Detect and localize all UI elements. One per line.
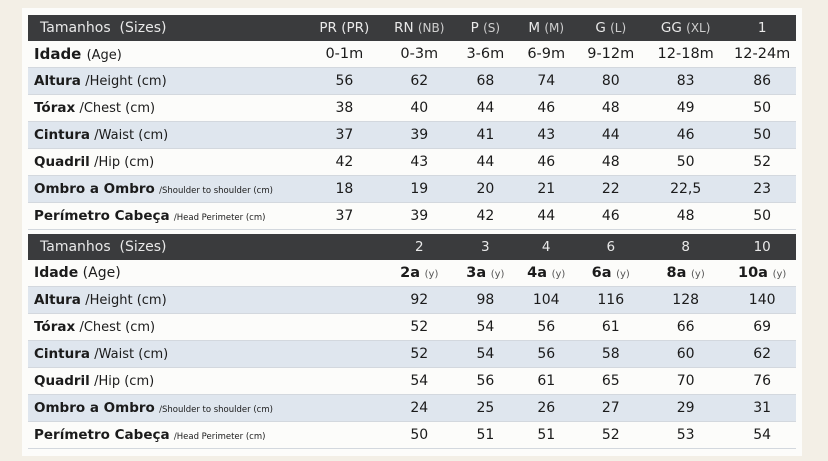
age-row [28, 41, 796, 68]
value-cell: 25 [457, 395, 514, 422]
label-pt: Quadril [34, 373, 90, 389]
value-cell: 56 [457, 368, 514, 395]
size-header: 10 [728, 234, 796, 260]
value-cell: 19 [382, 176, 457, 203]
value-cell: 50 [728, 203, 796, 230]
label-pt: Ombro a Ombro [34, 181, 155, 197]
label-en: /Waist (cm) [94, 347, 169, 362]
label-pt: Idade [34, 45, 82, 63]
label-en: /Hip (cm) [94, 374, 155, 389]
label-en: /Height (cm) [85, 293, 167, 308]
age-cell: 12-24m [728, 41, 796, 68]
age-cell: 6-9m [514, 41, 579, 68]
label-pt: Perímetro Cabeça [34, 208, 170, 224]
value-cell: 62 [728, 341, 796, 368]
age-number: 6a [591, 265, 612, 281]
value-cell: 49 [643, 95, 728, 122]
table-row [28, 203, 796, 230]
value-cell: 24 [382, 395, 457, 422]
value-cell: 61 [514, 368, 579, 395]
value-cell: 51 [514, 422, 579, 449]
size-code: G [595, 20, 606, 36]
value-cell: 68 [457, 68, 514, 95]
size-code: P [470, 20, 479, 36]
size-code: M [528, 20, 541, 36]
value-cell: 51 [457, 422, 514, 449]
value-cell: 60 [643, 341, 728, 368]
value-cell: 39 [382, 122, 457, 149]
value-cell: 54 [728, 422, 796, 449]
age-cell [382, 260, 457, 287]
value-cell: 50 [728, 122, 796, 149]
age-number: 10a [738, 265, 768, 281]
value-cell: 62 [382, 68, 457, 95]
row-label [28, 314, 382, 341]
age-number: 8a [666, 265, 687, 281]
label-en: /Shoulder to shoulder (cm) [159, 186, 273, 196]
age-unit: (y) [616, 269, 630, 280]
row-label [28, 341, 382, 368]
label-en: /Head Perimeter (cm) [173, 213, 266, 223]
value-cell: 80 [578, 68, 643, 95]
size-header [578, 15, 643, 41]
table-row [28, 176, 796, 203]
value-cell: 37 [307, 203, 382, 230]
table-row [28, 368, 796, 395]
size-code: 1 [757, 20, 767, 36]
value-cell: 38 [307, 95, 382, 122]
table-row [28, 287, 796, 314]
age-cell [578, 260, 643, 287]
label-pt: Perímetro Cabeça [34, 427, 170, 443]
value-cell: 48 [578, 149, 643, 176]
value-cell: 22,5 [643, 176, 728, 203]
row-label [28, 203, 307, 230]
age-cell [728, 260, 796, 287]
value-cell: 29 [643, 395, 728, 422]
value-cell: 50 [382, 422, 457, 449]
table-row [28, 68, 796, 95]
size-header [457, 15, 514, 41]
value-cell: 52 [728, 149, 796, 176]
label-pt: Tórax [34, 100, 76, 116]
value-cell: 52 [382, 341, 457, 368]
value-cell: 18 [307, 176, 382, 203]
label-pt: Idade [34, 265, 79, 281]
row-label [28, 149, 307, 176]
age-cell: 0-3m [382, 41, 457, 68]
size-table-kids [28, 234, 796, 449]
value-cell: 92 [382, 287, 457, 314]
header-label-pt: Tamanhos [40, 239, 111, 255]
size-header: 2 [382, 234, 457, 260]
size-table-babies [28, 15, 796, 230]
value-cell: 20 [457, 176, 514, 203]
header-label [28, 234, 382, 260]
age-number: 4a [527, 265, 547, 281]
age-cell: 3-6m [457, 41, 514, 68]
value-cell: 56 [307, 68, 382, 95]
size-header: 6 [578, 234, 643, 260]
value-cell: 44 [514, 203, 579, 230]
label-en: /Hip (cm) [94, 155, 155, 170]
label-en: /Chest (cm) [79, 101, 156, 116]
size-header [307, 15, 382, 41]
label-pt: Altura [34, 292, 81, 308]
value-cell: 69 [728, 314, 796, 341]
value-cell: 27 [578, 395, 643, 422]
table-row [28, 422, 796, 449]
value-cell: 50 [728, 95, 796, 122]
value-cell: 46 [578, 203, 643, 230]
size-alt: (NB) [417, 21, 445, 35]
age-unit: (y) [424, 269, 439, 280]
size-code: RN [394, 20, 414, 36]
size-header [514, 15, 579, 41]
age-cell [643, 260, 728, 287]
size-alt: (XL) [686, 21, 711, 35]
table-row [28, 314, 796, 341]
label-pt: Tórax [34, 319, 76, 335]
value-cell: 61 [578, 314, 643, 341]
age-unit: (y) [691, 269, 705, 280]
value-cell: 128 [643, 287, 728, 314]
size-header: 4 [514, 234, 579, 260]
value-cell: 56 [514, 314, 579, 341]
age-number: 2a [400, 265, 421, 281]
row-label [28, 41, 307, 68]
value-cell: 98 [457, 287, 514, 314]
value-cell: 104 [514, 287, 579, 314]
age-cell: 9-12m [578, 41, 643, 68]
size-alt: (S) [483, 21, 501, 35]
label-en: /Head Perimeter (cm) [173, 432, 266, 442]
age-cell [457, 260, 514, 287]
value-cell: 74 [514, 68, 579, 95]
size-code: GG [660, 20, 682, 36]
value-cell: 40 [382, 95, 457, 122]
size-code: PR [319, 20, 337, 36]
row-label [28, 122, 307, 149]
table-row [28, 95, 796, 122]
row-label [28, 260, 382, 287]
row-label [28, 68, 307, 95]
size-alt: (L) [610, 21, 627, 35]
age-unit: (y) [551, 269, 566, 280]
header-row [28, 15, 796, 41]
value-cell: 70 [643, 368, 728, 395]
value-cell: 48 [643, 203, 728, 230]
row-label [28, 95, 307, 122]
size-header [382, 15, 457, 41]
value-cell: 54 [457, 341, 514, 368]
value-cell: 26 [514, 395, 579, 422]
age-row [28, 260, 796, 287]
size-header [728, 15, 796, 41]
label-en: /Waist (cm) [94, 128, 169, 143]
row-label [28, 287, 382, 314]
value-cell: 46 [643, 122, 728, 149]
label-en: (Age) [82, 265, 121, 281]
value-cell: 39 [382, 203, 457, 230]
size-header [643, 15, 728, 41]
size-chart [22, 8, 802, 456]
row-label [28, 176, 307, 203]
value-cell: 23 [728, 176, 796, 203]
size-header: 3 [457, 234, 514, 260]
value-cell: 42 [457, 203, 514, 230]
table-row [28, 149, 796, 176]
value-cell: 43 [382, 149, 457, 176]
label-en: /Shoulder to shoulder (cm) [159, 405, 273, 415]
value-cell: 50 [643, 149, 728, 176]
value-cell: 46 [514, 95, 579, 122]
value-cell: 116 [578, 287, 643, 314]
value-cell: 48 [578, 95, 643, 122]
value-cell: 41 [457, 122, 514, 149]
size-alt: (M) [544, 21, 565, 35]
label-pt: Ombro a Ombro [34, 400, 155, 416]
value-cell: 86 [728, 68, 796, 95]
value-cell: 53 [643, 422, 728, 449]
value-cell: 54 [382, 368, 457, 395]
value-cell: 44 [457, 95, 514, 122]
value-cell: 52 [382, 314, 457, 341]
value-cell: 44 [578, 122, 643, 149]
value-cell: 31 [728, 395, 796, 422]
age-cell: 0-1m [307, 41, 382, 68]
age-unit: (y) [772, 269, 787, 280]
value-cell: 56 [514, 341, 579, 368]
header-row [28, 234, 796, 260]
row-label [28, 422, 382, 449]
age-cell [514, 260, 579, 287]
table-row [28, 341, 796, 368]
header-label-en: (Sizes) [119, 239, 167, 255]
value-cell: 66 [643, 314, 728, 341]
value-cell: 37 [307, 122, 382, 149]
header-label-en: (Sizes) [119, 20, 167, 36]
value-cell: 44 [457, 149, 514, 176]
value-cell: 42 [307, 149, 382, 176]
age-cell: 12-18m [643, 41, 728, 68]
value-cell: 140 [728, 287, 796, 314]
label-en: /Chest (cm) [79, 320, 156, 335]
row-label [28, 395, 382, 422]
size-header: 8 [643, 234, 728, 260]
value-cell: 58 [578, 341, 643, 368]
value-cell: 21 [514, 176, 579, 203]
value-cell: 22 [578, 176, 643, 203]
value-cell: 43 [514, 122, 579, 149]
value-cell: 54 [457, 314, 514, 341]
label-pt: Cintura [34, 127, 90, 143]
value-cell: 76 [728, 368, 796, 395]
table-row [28, 395, 796, 422]
table-row [28, 122, 796, 149]
label-en: /Height (cm) [85, 74, 167, 89]
value-cell: 83 [643, 68, 728, 95]
age-number: 3a [466, 265, 487, 281]
size-alt: (PR) [341, 20, 370, 36]
value-cell: 46 [514, 149, 579, 176]
age-unit: (y) [490, 269, 505, 280]
label-en: (Age) [86, 48, 122, 63]
label-pt: Cintura [34, 346, 90, 362]
row-label [28, 368, 382, 395]
value-cell: 65 [578, 368, 643, 395]
label-pt: Altura [34, 73, 81, 89]
header-label-pt: Tamanhos [40, 20, 111, 36]
label-pt: Quadril [34, 154, 90, 170]
value-cell: 52 [578, 422, 643, 449]
header-label [28, 15, 307, 41]
